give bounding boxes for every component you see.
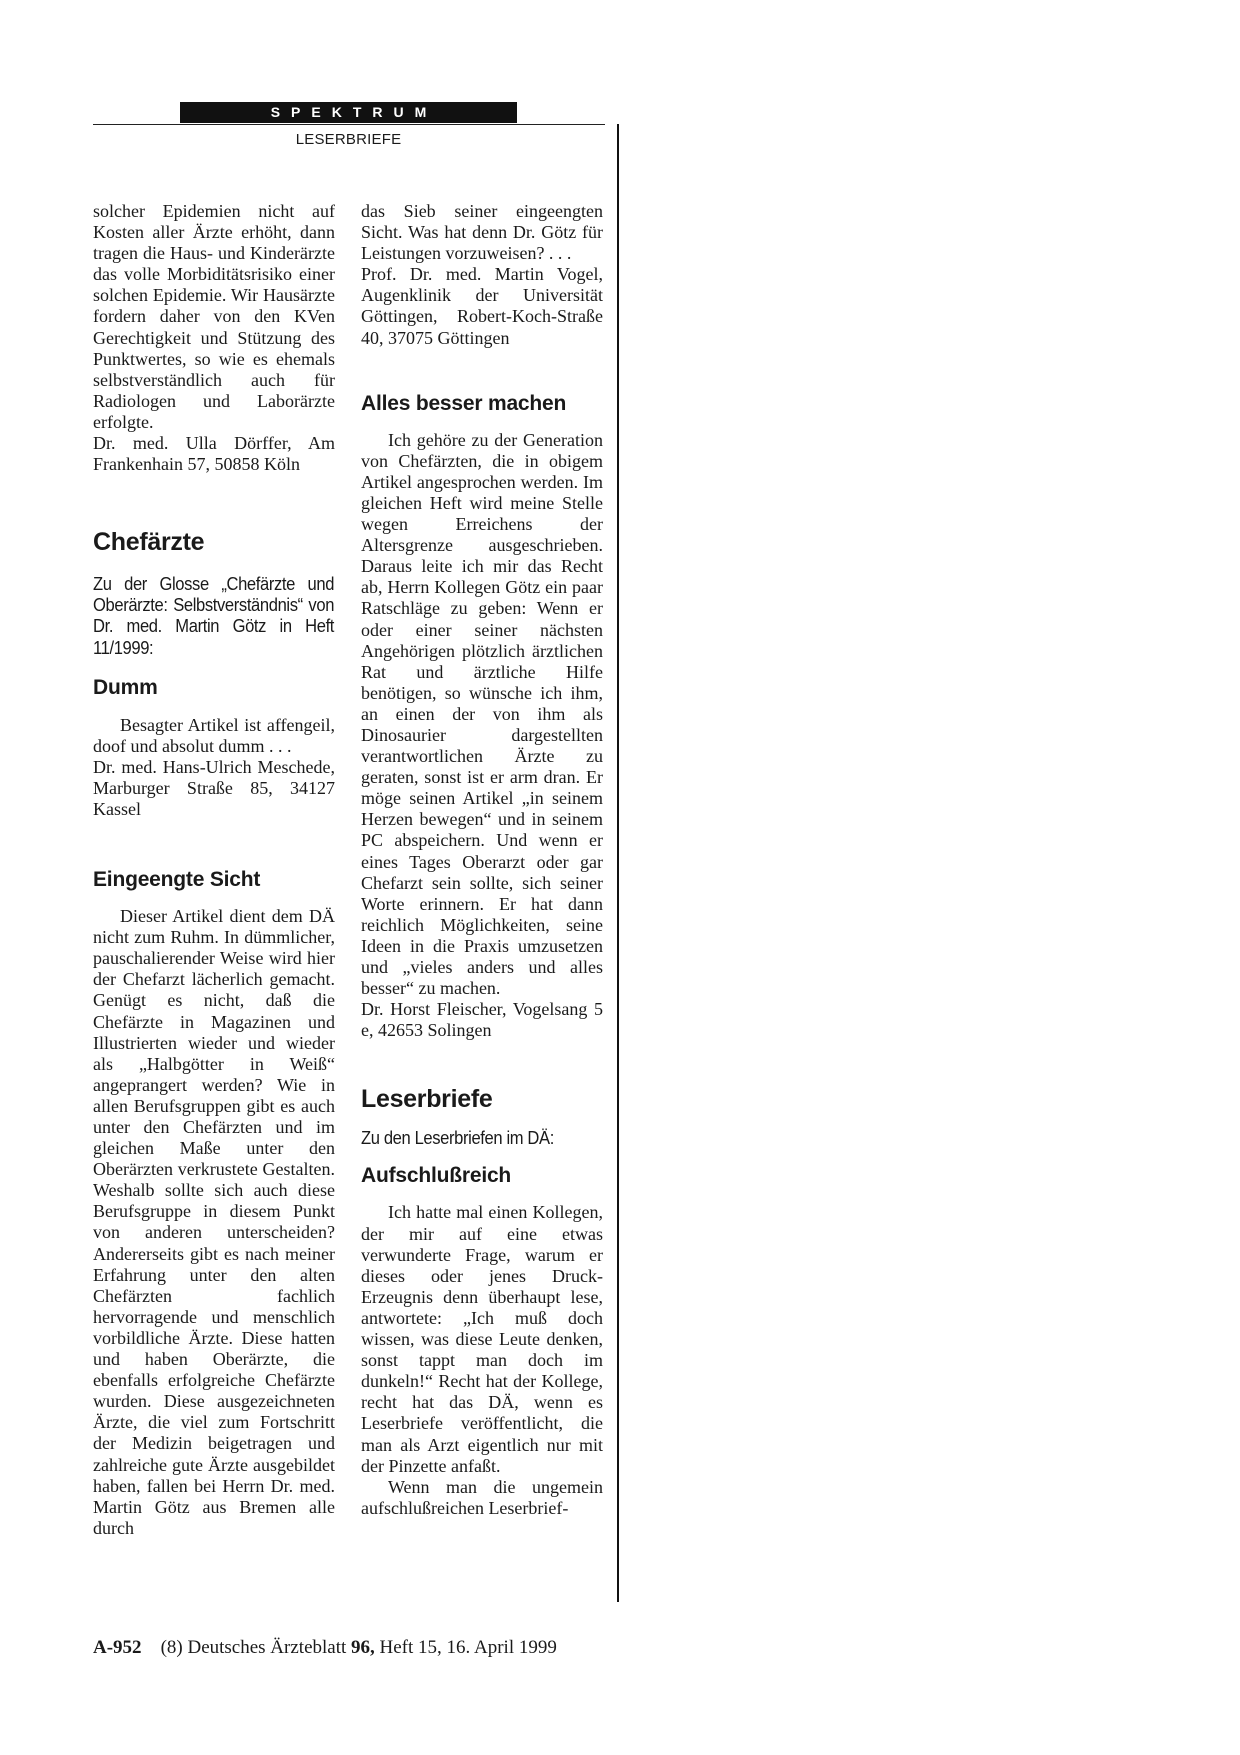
letter-text: Besagter Artikel ist affengeil, doof und absolut dumm . . . xyxy=(93,714,335,756)
letter-signature: Prof. Dr. med. Martin Vogel, Augenklinik der Universität Göttingen, Robert-Koch-Straße 40, 37075 Göttingen xyxy=(361,264,603,348)
continued-letter-text: solcher Epidemien nicht auf Kosten aller Ärzte erhöht, dann tragen die Haus- und Kinderärzte das volle Morbiditätsrisiko einer solchen Epidemie. Wir Hausärzte fordern daher von den KVen Gerechtigkeit und Stützung des Punktwertes, so wie es ehemals selbstverständlich auch für Radiologen und Laborärzte erfolgte. xyxy=(93,201,335,432)
section-banner: SPEKTRUM xyxy=(180,102,517,123)
issue-date: Heft 15, 16. April 1999 xyxy=(379,1637,557,1658)
left-column xyxy=(93,201,335,1539)
letter-title: Eingeengte Sicht xyxy=(93,868,261,892)
section-intro: Zu den Leserbriefen im DÄ: xyxy=(361,1128,554,1149)
letter-text: Wenn man die ungemein aufschlußreichen Leserbrief- xyxy=(361,1476,603,1518)
letter-signature: Dr. Horst Fleischer, Vogelsang 5 e, 42653 Solingen xyxy=(361,999,603,1041)
volume-number: 96, xyxy=(351,1637,375,1658)
column-divider xyxy=(617,124,619,1602)
page-number: A-952 xyxy=(93,1637,142,1658)
section-title: Chefärzte xyxy=(93,528,205,557)
letter-title: Dumm xyxy=(93,675,158,699)
subsection-label: LESERBRIEFE xyxy=(295,131,402,148)
letter-title: Aufschlußreich xyxy=(361,1164,512,1188)
letter-signature: Dr. med. Hans-Ulrich Meschede, Marburger Straße 85, 34127 Kassel xyxy=(93,756,335,819)
header-rule xyxy=(93,124,605,125)
letter-text: Ich hatte mal einen Kollegen, der mir auf eine etwas verwunderte Frage, warum er dieses oder jenes Druck-Erzeugnis denn überhaupt lese, antwortete: „Ich muß doch wissen, was diese Leute denken, sonst tappt man doch im dunkeln!“ Recht hat der Kollege, recht hat das DÄ, wenn es Leserbriefe veröffentlicht, die man als Arzt eigentlich nur mit der Pinzette anfaßt. xyxy=(361,1202,603,1476)
section-title: Leserbriefe xyxy=(361,1085,493,1114)
issue-number: (8) xyxy=(160,1637,183,1658)
right-column xyxy=(361,201,603,1519)
letter-text: Dieser Artikel dient dem DÄ nicht zum Ruhm. In dümmlicher, pauschalierender Weise wird hier der Chefarzt lächerlich gemacht. Genügt es nicht, daß die Chefärzte in Magazinen und Illustrierten wieder und wieder als „Halbgötter in Weiß“ angeprangert werden? Wie in allen Berufsgruppen gibt es auch unter den Chefärzten und im gleichen Maße unter den Oberärzten verkrustete Gestalten. Weshalb sollte sich auch diese Berufsgruppe in diesem Punkt von anderen unterscheiden? Andererseits gibt es nach meiner Erfahrung unter den alten Chefärzten fachlich hervorragende und menschlich vorbildliche Ärzte. Diese hatten und haben Oberärzte, die ebenfalls erfolgreiche Chefärzte wurden. Diese ausgezeichneten Ärzte, die viel zum Fortschritt der Medizin beigetragen und zahlreiche gute Ärzte ausgebildet haben, fallen bei Herrn Dr. med. Martin Götz aus Bremen alle durch xyxy=(93,906,335,1538)
letter-signature: Dr. med. Ulla Dörffer, Am Frankenhain 57, 50858 Köln xyxy=(93,433,335,475)
page-footer xyxy=(93,1637,557,1659)
section-intro: Zu der Glosse „Chefärzte und Oberärzte: Selbstverständnis“ von Dr. med. Martin Götz in Heft 11/1999: xyxy=(93,574,335,658)
continued-letter-text: das Sieb seiner eingeengten Sicht. Was hat denn Dr. Götz für Leistungen vorzuweisen? . . . xyxy=(361,201,603,264)
letter-title: Alles besser machen xyxy=(361,391,567,415)
letter-text: Ich gehöre zu der Generation von Chefärzten, die in obigem Artikel angesprochen werden. Im gleichen Heft wird meine Stelle wegen Erreichens der Altersgrenze ausgeschrieben. Daraus leite ich mir das Recht ab, Herrn Kollegen Götz ein paar Ratschläge zu geben: Wenn er oder einer seiner nächsten Angehörigen plötzlich ärztlichen Rat und ärztliche Hilfe benötigen, so wünsche ich ihm, an einen der von ihm als Dinosaurier dargestellten verantwortlichen Ärzte zu geraten, sonst ist er arm dran. Er möge seinen Artikel „in seinem Herzen bewegen“ und in seinem PC abspeichern. Und wenn er eines Tages Oberarzt oder gar Chefarzt sein sollte, sich seiner Worte erinnern. Er hat dann reichlich Möglichkeiten, seine Ideen in die Praxis umzusetzen und „vieles anders und alles besser“ zu machen. xyxy=(361,429,603,999)
journal-name: Deutsches Ärzteblatt xyxy=(187,1637,347,1658)
